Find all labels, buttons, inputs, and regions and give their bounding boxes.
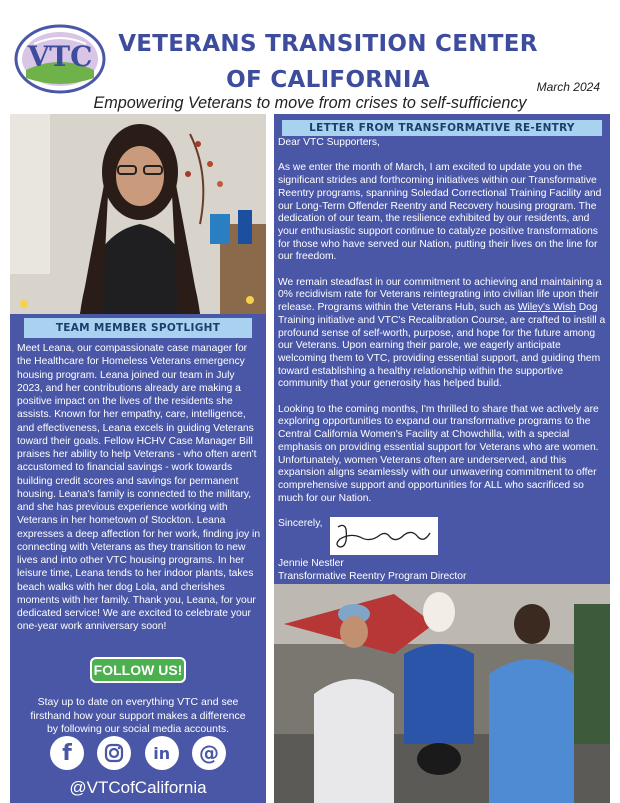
spotlight-text: Meet Leana, our compassionate case manager for the Healthcare for Homeless Veterans emergency housing program. Leana joined our team in July 2023, and her contributions already are making a positive impact on the lives of the residents she assists. Known for her empathy, care, intelligence, and effectiveness, Leana excels in guiding Veterans toward their goals. Fellow HCHV Case Manager Bill praises her ability to help Veterans - who often aren't accustomed to financial savings - work towards building credit scores and savings for permanent housing. Leana's family is connected to the military, and she has previous experience working with Veterans in her hometown of Stockton. Leana expresses a deep affection for her work, finding joy in connecting with Veterans as they transition to new lives and into other VTC housing programs. In her leisure time, Leana tends to her indoor plants, takes beach walks with her dog Lola, and cherishes moments with her family. Thank you, Leana, for your dedicated service! We are excited to celebrate your one-year work anniversary soon! bbox=[17, 343, 261, 633]
letter-closing: Sincerely, bbox=[278, 518, 323, 530]
letter-paragraph-1: As we enter the month of March, I am excited to update you on the significant strides and forthcoming initiatives within our Transformative Reentry programs, spanning Soledad Correctional Training Facility and our Long-Term Offender Reentry and Recovery housing program. The dedication of our team, the resilience exhibited by our residents, and your enthusiastic support continue to catalyze positive transformations for those who have served our Nation, putting their lives on the line for our freedom. bbox=[278, 162, 602, 263]
signer bbox=[278, 558, 466, 583]
title-line-1: VETERANS TRANSITION CENTER bbox=[118, 31, 538, 57]
right-column bbox=[274, 114, 610, 584]
letter-paragraph-2 bbox=[278, 277, 608, 391]
tagline: Empowering Veterans to move from crises to self-sufficiency bbox=[93, 94, 527, 112]
p2-text-after: Dog Training initiative and VTC's Recalibration Course, are crafted to instill a profound sense of self-worth, purpose, and hope for the future among our Veterans. Upon earning their parole, we eagerly anticipate welcoming them to VTC, providing essential support, and guiding them toward establishing a healthy relationship within the supportive community that your generosity has helped build. bbox=[278, 302, 606, 390]
signature-image bbox=[330, 517, 438, 555]
social-icons bbox=[50, 736, 226, 772]
social-handle[interactable]: @VTCofCalifornia bbox=[69, 778, 207, 797]
leana-photo bbox=[10, 114, 266, 314]
logo-text: VTC bbox=[27, 40, 93, 73]
follow-text: Stay up to date on everything VTC and see firsthand how your support makes a difference by following our social media accounts. bbox=[30, 696, 246, 735]
issue-date: March 2024 bbox=[536, 80, 600, 94]
left-column bbox=[10, 114, 266, 803]
spotlight-banner: TEAM MEMBER SPOTLIGHT bbox=[24, 318, 252, 338]
facebook-icon[interactable]: f bbox=[50, 736, 84, 770]
title-line-2: OF CALIFORNIA bbox=[226, 67, 430, 93]
newsletter-title bbox=[108, 26, 548, 98]
veterans-group-photo bbox=[274, 584, 610, 803]
linkedin-icon[interactable]: in bbox=[145, 736, 179, 770]
signer-name: Jennie Nestler bbox=[278, 558, 344, 569]
instagram-icon[interactable] bbox=[97, 736, 131, 770]
threads-icon[interactable]: @ bbox=[192, 736, 226, 770]
p2-text-before: We remain steadfast in our commitment to achieving and maintaining a 0% recidivism rate for Veterans reintegrating into civilian life upon their release. Programs within the Veterans Hub, such as bbox=[278, 276, 602, 314]
wileys-wish-link[interactable]: Wiley's Wish bbox=[517, 302, 576, 314]
letter-salutation: Dear VTC Supporters, bbox=[278, 137, 380, 148]
letter-banner: LETTER FROM TRANSFORMATIVE RE-ENTRY bbox=[282, 120, 602, 136]
follow-us-button[interactable]: FOLLOW US! bbox=[90, 657, 186, 683]
signer-role: Transformative Reentry Program Director bbox=[278, 570, 467, 582]
letter-paragraph-3: Looking to the coming months, I'm thrilled to share that we actively are exploring opportunities to expand our transformative programs to the Central California Women's Facility at Chowchilla, with a special emphasis on providing essential support for Veterans who are women. Unfortunately, women Veterans often are underserved, and this expansion aligns seamlessly with our unwavering commitment to offer comprehensive support and opportunities for ALL who sacrificed so much for our Nation. bbox=[278, 403, 599, 504]
letter-body bbox=[278, 137, 608, 543]
vtc-logo bbox=[14, 24, 106, 94]
